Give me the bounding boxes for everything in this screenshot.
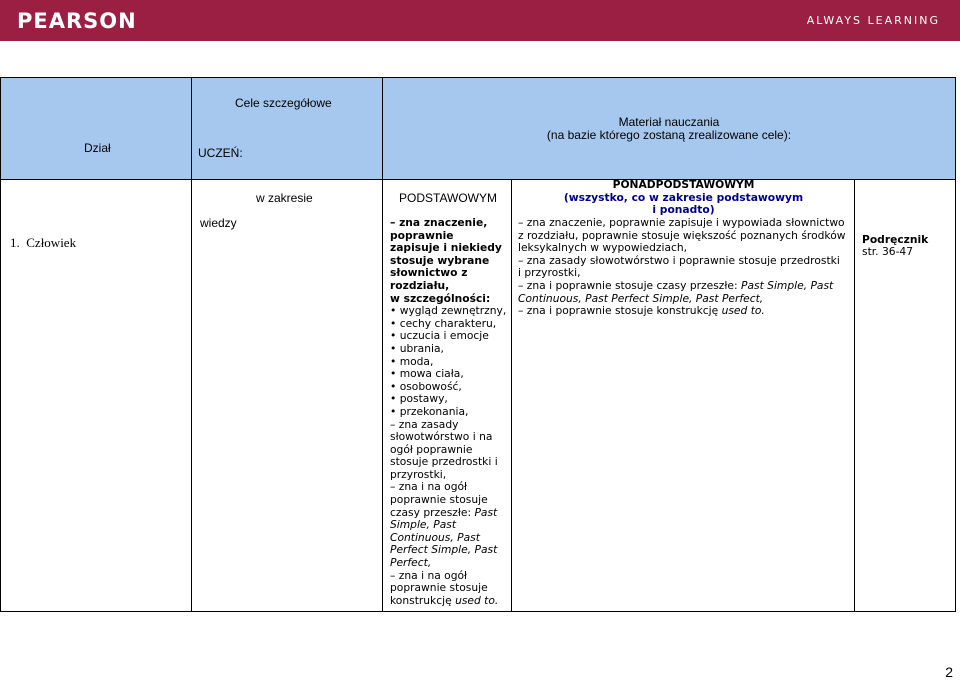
advanced-requirements-list	[518, 217, 853, 318]
header-uczen: UCZEŃ:	[198, 146, 243, 160]
advanced-line: z rozdziału, poprawnie stosuje większość poznanych środków	[518, 228, 846, 242]
basic-line: • wygląd zewnętrzny,	[390, 304, 507, 318]
basic-line: Perfect,	[390, 556, 432, 570]
basic-line: Perfect Simple, Past	[390, 543, 498, 557]
basic-line: stosuje przedrostki i	[390, 455, 498, 469]
basic-line: ogół poprawnie	[390, 442, 473, 456]
podrecznik-label: Podręcznik	[862, 233, 929, 246]
header-cele-szczegolowe: Cele szczegółowe	[235, 96, 332, 110]
header-dzial: Dział	[84, 141, 111, 155]
basic-line: • cechy charakteru,	[390, 316, 497, 330]
basic-requirements-list	[390, 217, 510, 607]
basic-line: przyrostki,	[390, 467, 447, 481]
always-learning-tagline: ALWAYS LEARNING	[806, 14, 940, 27]
body-kategoria-cell	[191, 179, 383, 612]
pearson-banner	[0, 0, 960, 41]
basic-line: poprawnie stosuje	[390, 493, 488, 507]
basic-line: Simple, Past	[390, 518, 457, 532]
basic-line: Continuous, Past	[390, 530, 480, 544]
subheader-w-zakresie: w zakresie	[256, 191, 313, 205]
advanced-line: – zna zasady słowotwórstwo i poprawnie stosuje przedrostki	[518, 253, 840, 267]
kategoria-wiedzy: wiedzy	[200, 216, 237, 230]
podrecznik-pages: str. 36-47	[862, 245, 914, 258]
header-cele-cell	[191, 77, 383, 180]
advanced-line: – zna i poprawnie stosuje czasy przeszłe: Past Simple, Past	[518, 278, 834, 292]
basic-line: • mowa ciała,	[390, 367, 464, 381]
basic-line: słowotwórstwo i na	[390, 430, 493, 444]
advanced-line: leksykalnych w wypowiedziach,	[518, 241, 688, 255]
basic-line: zapisuje i niekiedy	[390, 241, 502, 255]
basic-line: • przekonania,	[390, 404, 469, 418]
basic-line: w szczególności:	[390, 291, 491, 305]
basic-line: • ubrania,	[390, 341, 444, 355]
basic-line: – zna i na ogół	[390, 480, 468, 494]
basic-line: rozdziału,	[390, 278, 450, 292]
basic-line: stosuje wybrane	[390, 253, 490, 267]
advanced-line: – zna i poprawnie stosuje konstrukcję used to.	[518, 304, 765, 318]
header-material-subtitle: (na bazie którego zostaną zrealizowane cele):	[546, 128, 792, 142]
advanced-line: Continuous, Past Perfect Simple, Past Perfect,	[518, 291, 764, 305]
basic-line: słownictwo z	[390, 266, 468, 280]
basic-line: poprawnie stosuje	[390, 581, 488, 595]
advanced-line: – zna znaczenie, poprawnie zapisuje i wypowiada słownictwo	[518, 216, 845, 229]
basic-line: – zna znaczenie,	[390, 216, 488, 229]
header-dzial-cell	[0, 77, 192, 180]
basic-line: – zna i na ogół	[390, 568, 468, 582]
subheader-ponadpodstawowym: PONADPODSTAWOWYM (wszystko, co w zakresie podstawowym i ponadto)	[563, 178, 804, 217]
pearson-logo: PEARSON	[17, 9, 137, 33]
basic-line: • postawy,	[390, 392, 448, 406]
subheader-podstawowym: PODSTAWOWYM	[399, 191, 497, 205]
dzial-czlowiek: 1. Człowiek	[10, 235, 77, 250]
basic-line: – zna zasady	[390, 417, 459, 431]
basic-line: • osobowość,	[390, 379, 462, 393]
basic-line: konstrukcję used to.	[390, 593, 499, 607]
page-number: 2	[945, 664, 953, 680]
header-material-title: Materiał nauczania	[618, 115, 720, 129]
basic-line: czasy przeszłe: Past	[390, 505, 498, 519]
basic-line: • moda,	[390, 354, 434, 368]
advanced-line: i przyrostki,	[518, 266, 581, 280]
basic-line: • uczucia i emocje	[390, 329, 489, 343]
basic-line: poprawnie	[390, 228, 454, 242]
